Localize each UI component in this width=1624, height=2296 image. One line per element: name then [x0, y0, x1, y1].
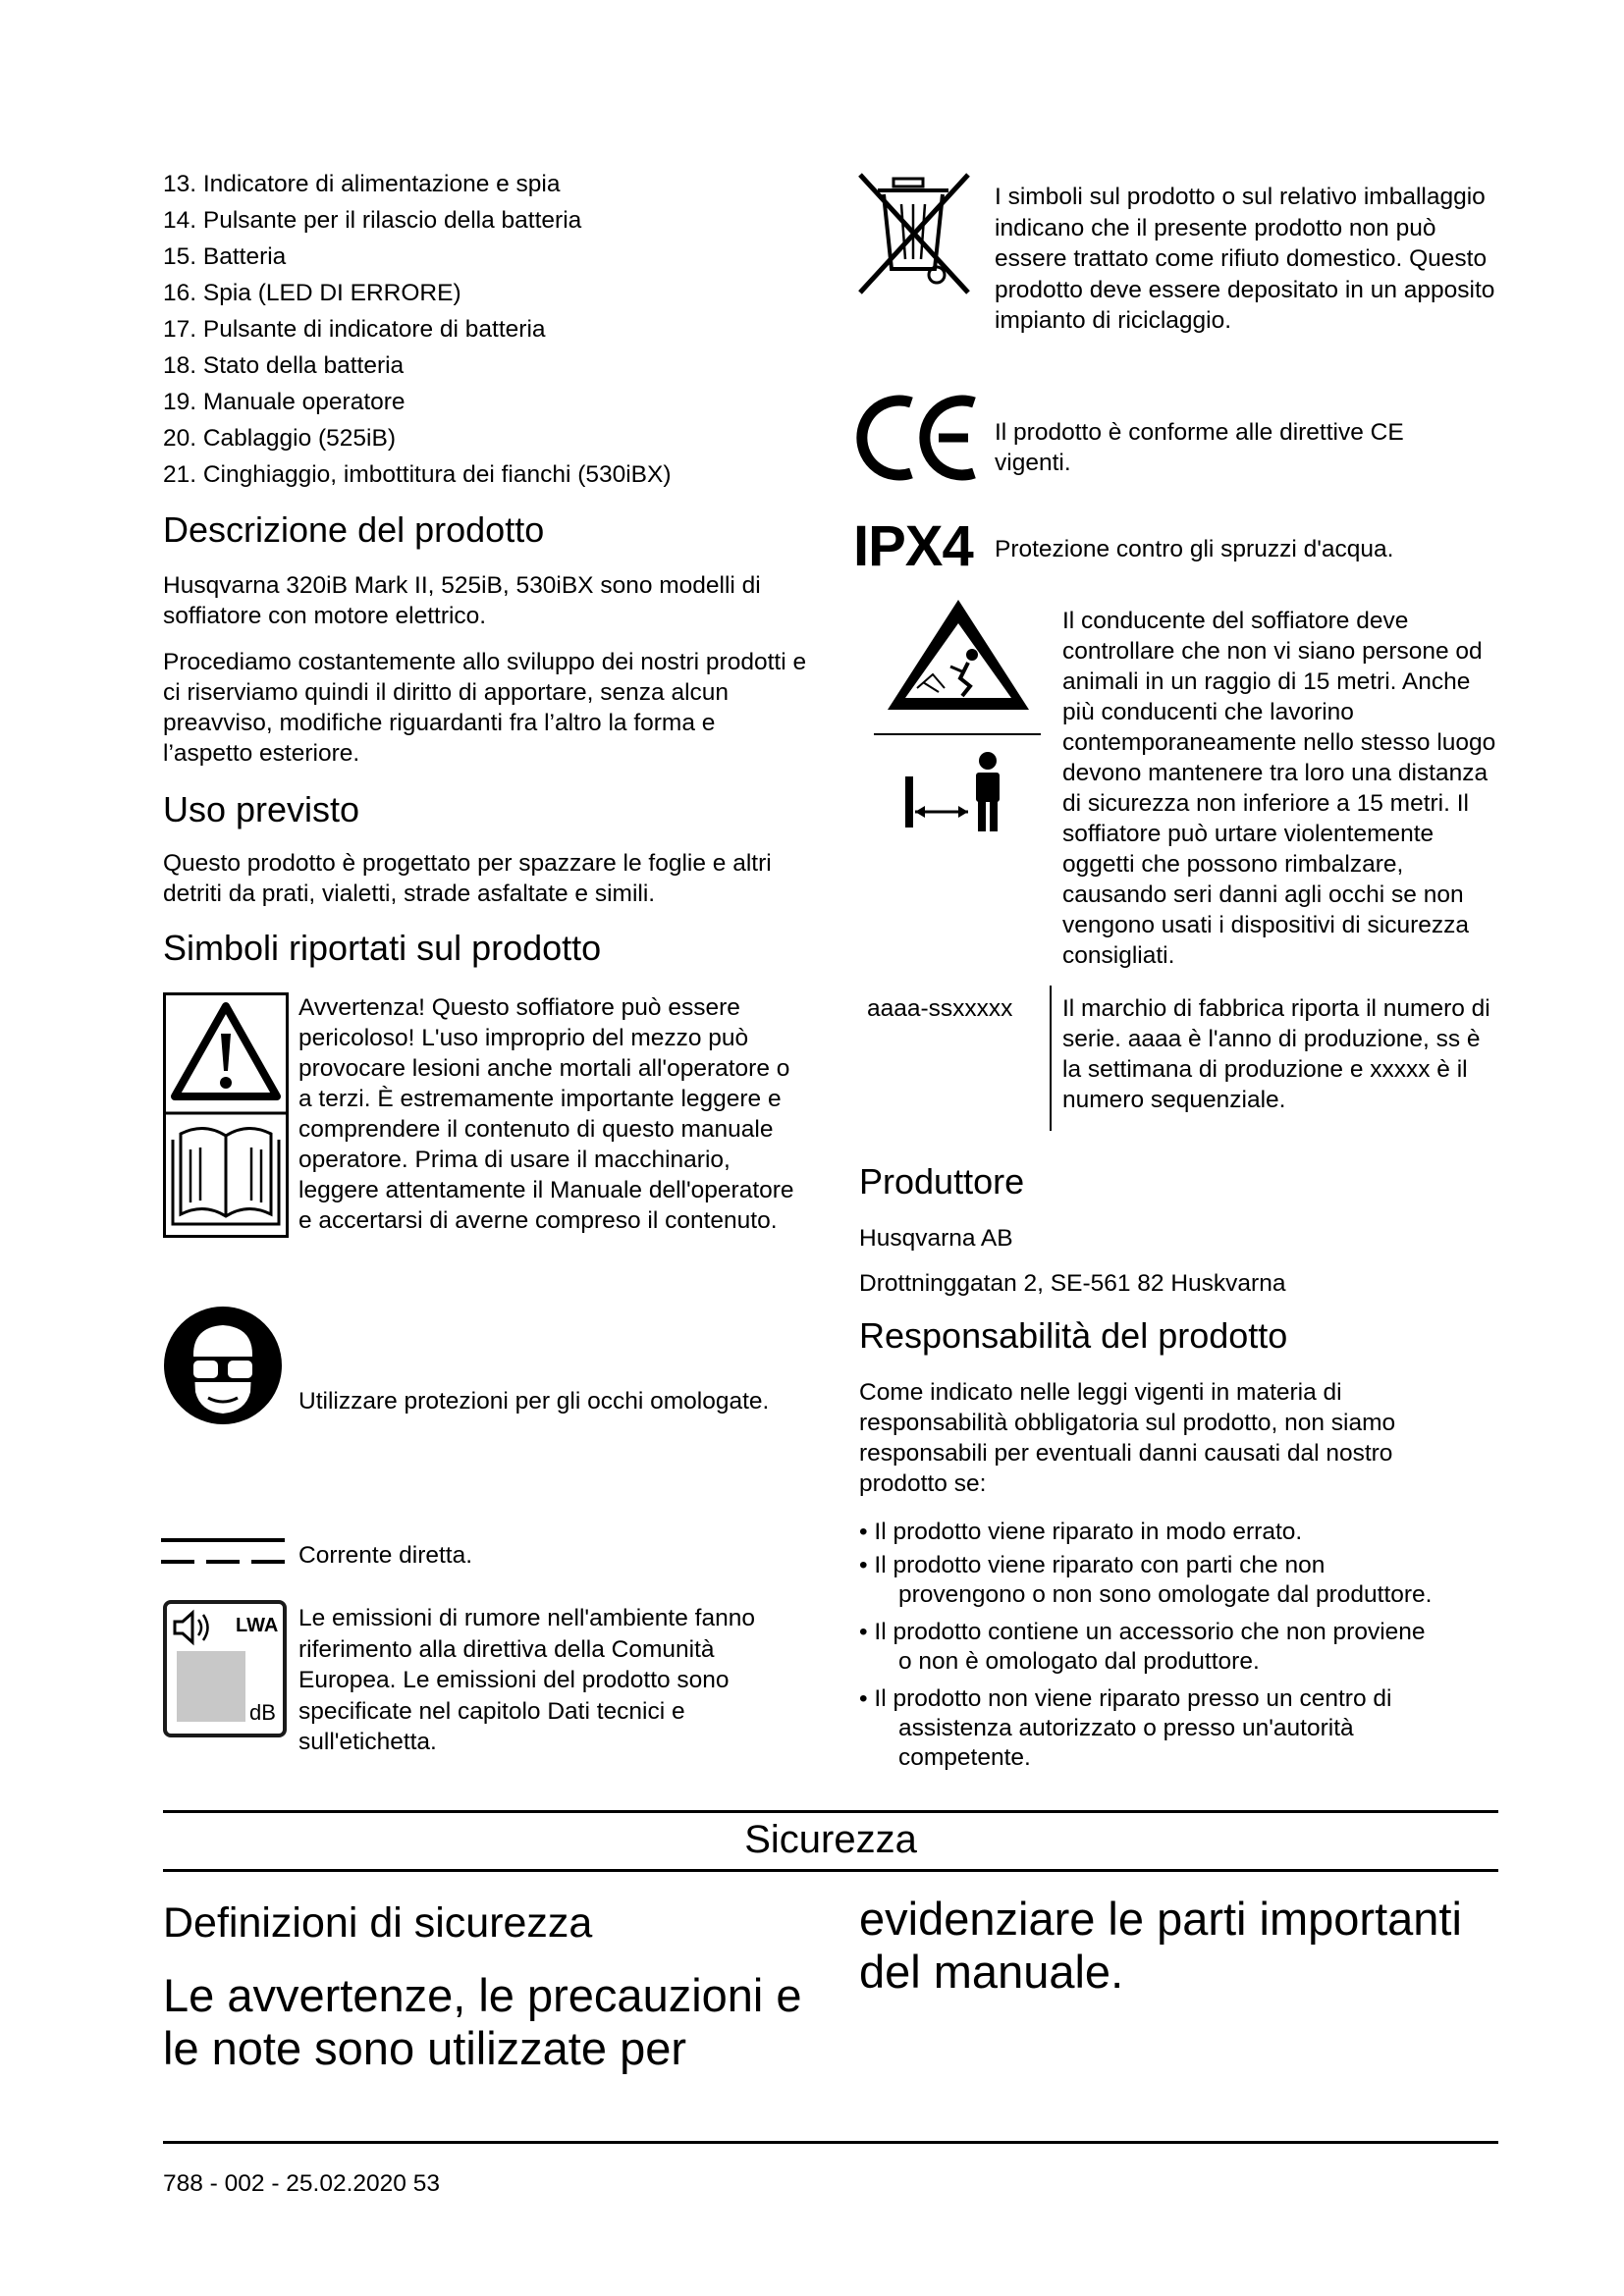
direct-current-text: Corrente diretta. [298, 1542, 473, 1569]
list-item: 18. Stato della batteria [163, 352, 405, 379]
safety-definitions-heading: Definizioni di sicurezza [163, 1899, 593, 1947]
warning-triangle-icon [163, 992, 289, 1238]
list-item: 20. Cablaggio (525iB) [163, 425, 396, 452]
liability-intro: Come indicato nelle leggi vigenti in materia di responsabilità obbligatoria sul prodotto, non siamo responsabili per eventuali danni causati dal nostro prodotto se: [859, 1379, 1396, 1497]
liability-bullet [859, 1518, 1507, 1547]
symbols-heading: Simboli riportati sul prodotto [163, 928, 602, 968]
section-banner-title: Sicurezza [744, 1818, 917, 1861]
list-item: 15. Batteria [163, 243, 287, 270]
blowing-debris-warning-icon [888, 600, 1029, 710]
bullet-continuation: assistenza autorizzato o presso un'autorità competente. [898, 1715, 1354, 1771]
eye-protection-icon [163, 1306, 283, 1425]
page-number: 53 [412, 2170, 440, 2197]
manufacturer-address: Drottninggatan 2, SE-561 82 Huskvarna [859, 1270, 1286, 1297]
speaker-icon [171, 1608, 214, 1647]
serial-text: Il marchio di fabbrica riporta il numero di serie. aaaa è l'anno di produzione, ss è la settimana di produzione e xxxxx è il numero sequenziale. [1062, 995, 1490, 1113]
bullet-continuation: o non è omologato dal produttore. [898, 1648, 1260, 1675]
eye-protection-text: Utilizzare protezioni per gli occhi omologate. [298, 1388, 770, 1415]
bullet-text: • Il prodotto viene riparato in modo errato. [859, 1519, 1303, 1545]
noise-value-box [177, 1651, 245, 1722]
crossed-bin-icon [854, 171, 980, 300]
noise-emission-icon [163, 1600, 287, 1737]
section-rule-top [163, 1810, 1498, 1813]
section-rule-bottom [163, 1869, 1498, 1872]
safety-definitions-text-left: Le avvertenze, le precauzioni e le note sono utilizzate per [163, 1969, 802, 2074]
list-item: 16. Spia (LED DI ERRORE) [163, 280, 461, 306]
manufacturer-heading: Produttore [859, 1161, 1025, 1201]
weee-text: I simboli sul prodotto o sul relativo imballaggio indicano che il presente prodotto non può essere trattato come rifiuto domestico. Questo prodotto deve essere depositato in un apposito impianto di riciclaggio. [995, 184, 1495, 334]
footer [163, 2168, 440, 2199]
list-item: 17. Pulsante di indicatore di batteria [163, 316, 546, 343]
product-description-paragraph: Procediamo costantemente allo sviluppo dei nostri prodotti e ci riserviamo quindi il diritto di apportare, senza alcun preavviso, modifiche riguardanti fra l’altro la forma e l’aspetto esteriore. [163, 649, 807, 767]
weee-icon-wrap [854, 171, 980, 300]
liability-bullet [859, 1618, 1507, 1677]
footer-rule [163, 2141, 1498, 2144]
product-description-heading: Descrizione del prodotto [163, 509, 545, 550]
distance-warning-icon-wrap [874, 594, 1041, 849]
list-item: 13. Indicatore di alimentazione e spia [163, 171, 561, 197]
direct-current-icon-wrap [161, 1536, 289, 1568]
safety-definitions-text-right: evidenziare le parti importanti del manuale. [859, 1893, 1462, 1998]
bullet-text: • Il prodotto non viene riparato presso un centro di [859, 1685, 1392, 1712]
list-item: 14. Pulsante per il rilascio della batteria [163, 207, 582, 234]
bullet-text: • Il prodotto contiene un accessorio che non proviene [859, 1619, 1426, 1645]
list-item: 21. Cinghiaggio, imbottitura dei fianchi (530iBX) [163, 461, 672, 488]
bullet-continuation: provengono o non sono omologate dal produttore. [898, 1581, 1433, 1608]
noise-db-label: dB [249, 1700, 276, 1725]
ipx4-text: Protezione contro gli spruzzi d'acqua. [995, 536, 1394, 562]
distance-warning-text: Il conducente del soffiatore deve controllare che non vi siano persone od animali in un raggio di 15 metri. Anche più conducenti che lavorino contemporaneamente nello stesso luogo devono mantenere tra loro una distanza di sicurezza non inferiore a 15 metri. Il soffiatore può urtare violentemente oggetti che possono rimbalzare, causando seri danni agli occhi se non vengono usati i dispositivi di sicurezza consigliati. [1062, 608, 1496, 969]
noise-emission-text: Le emissioni di rumore nell'ambiente fanno riferimento alla direttiva della Comunità Europea. Le emissioni del prodotto sono specificate nel capitolo Dati tecnici e sull'etichetta. [298, 1605, 755, 1755]
intended-use-text: Questo prodotto è progettato per spazzare le foglie e altri detriti da prati, vialetti, strade asfaltate e simili. [163, 850, 772, 907]
intended-use-heading: Uso previsto [163, 789, 360, 829]
manufacturer-name: Husqvarna AB [859, 1225, 1013, 1252]
bullet-text: • Il prodotto viene riparato con parti che non [859, 1552, 1326, 1578]
safety-distance-person-icon [905, 752, 1000, 831]
direct-current-icon [161, 1536, 289, 1568]
ce-text: Il prodotto è conforme alle direttive CE vigenti. [995, 419, 1404, 476]
product-description-paragraph: Husqvarna 320iB Mark II, 525iB, 530iBX sono modelli di soffiatore con motore elettrico. [163, 572, 761, 629]
warning-manual-icon-box [163, 992, 289, 1238]
liability-bullet [859, 1551, 1507, 1610]
noise-lwa-label: LWA [236, 1615, 279, 1636]
liability-bullet [859, 1684, 1448, 1773]
eye-protection-icon-wrap [163, 1306, 283, 1425]
footer-document-code: 788 - 002 - 25.02.2020 [163, 2170, 406, 2197]
serial-code: aaaa-ssxxxxx [867, 995, 1013, 1022]
liability-heading: Responsabilità del prodotto [859, 1315, 1288, 1356]
hazard-distance-icon [874, 594, 1041, 849]
ce-mark-icon [854, 393, 982, 483]
list-item: 19. Manuale operatore [163, 389, 406, 415]
ipx4-label: IPX4 [853, 514, 973, 578]
warning-text: Avvertenza! Questo soffiatore può essere pericoloso! L'uso improprio del mezzo può provocare lesioni anche mortali all'operatore o a terzi. È estremamente importante leggere e comprendere il contenuto di questo manuale operatore. Prima di usare il macchinario, leggere attentamente il Manuale dell'operatore e accertarsi di averne compreso il contenuto. [298, 994, 794, 1234]
ce-mark-icon-wrap [854, 393, 982, 483]
